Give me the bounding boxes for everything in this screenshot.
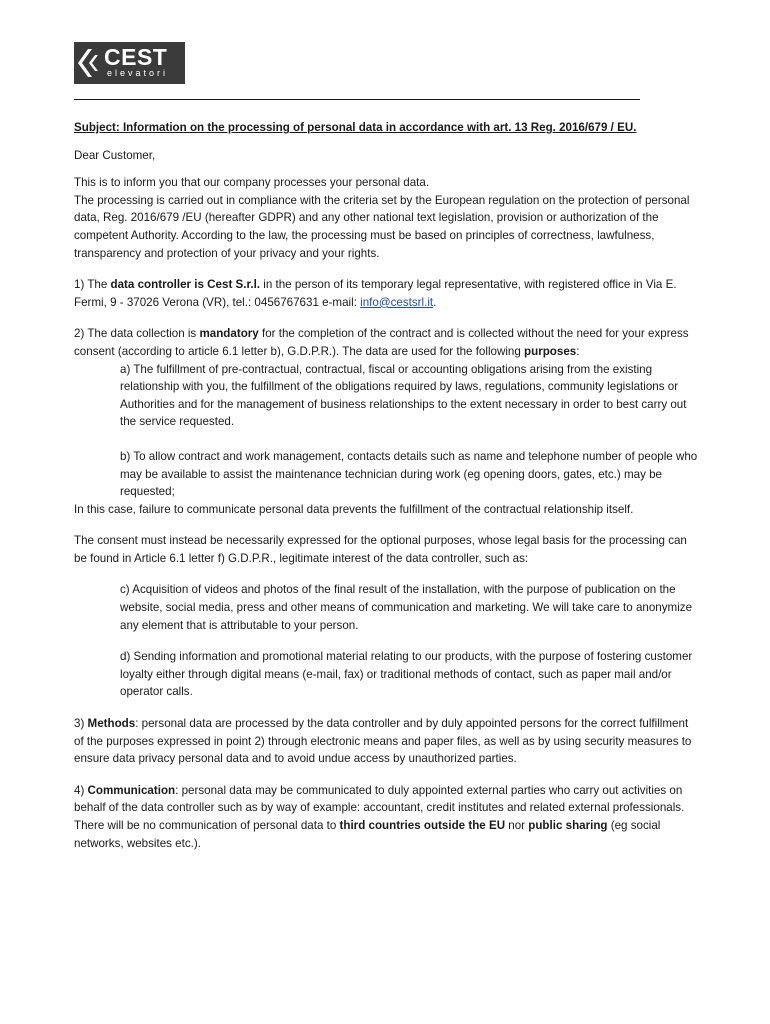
email-link[interactable]: info@cestsrl.it — [360, 295, 434, 309]
section-2-mandatory: 2) The data collection is mandatory for the completion of the contract and is collected without the need for your express consent (according to article 6.1 letter b), G.D.P.R.). The data are used for the following purposes: — [74, 327, 689, 358]
subject-line: Subject: Information on the processing of personal data in accordance with art. 13 Reg. 2016/679 / EU. — [74, 121, 637, 134]
logo-subtitle: elevatori — [107, 68, 169, 78]
purpose-c: c) Acquisition of videos and photos of the final result of the installation, with the purpose of publication on the website, social media, press and other means of communication and marketing. We will take care to anonymize any element that is attributable to your person. — [120, 583, 693, 632]
document-page — [74, 42, 698, 852]
logo-mark-icon — [74, 42, 104, 84]
intro-paragraph: This is to inform you that our company processes your personal data. The processing is carried out in compliance with the criteria set by the European regulation on the protection of personal data, Reg. 2016/679 /EU (hereafter GDPR) and any other national text legislation, provision or authorization of the competent Authority. According to the law, the processing must be based on principles of correctness, lawfulness, transparency and protection of your privacy and your rights. — [74, 176, 690, 260]
section-4-communication: 4) Communication: personal data may be communicated to duly appointed external parties who carry out activities on behalf of the data controller such as by way of example: accountant, credit institutes and related external professionals. There will be no communication of personal data to third countries outside the EU nor public sharing (eg social networks, websites etc.). — [74, 783, 685, 850]
header-divider — [74, 99, 640, 100]
failure-note: In this case, failure to communicate personal data prevents the fulfillment of the contractual relationship itself. — [74, 502, 634, 516]
company-logo — [74, 42, 185, 84]
greeting: Dear Customer, — [74, 148, 156, 162]
purpose-a: a) The fulfillment of pre-contractual, contractual, fiscal or accounting obligations arising from the existing relationship with you, the fulfillment of the obligations required by laws, regulations, community legislations or Authorities and for the management of business relationships to the extent necessary in order to best carry out the service requested. — [120, 362, 687, 429]
purpose-d: d) Sending information and promotional material relating to our products, with the purpose of fostering customer loyalty either through digital means (e-mail, fax) or traditional methods of contact, such as paper mail and/or operator calls. — [120, 650, 693, 699]
section-3-methods: 3) Methods: personal data are processed by the data controller and by duly appointed persons for the correct fulfillment of the purposes expressed in point 2) through electronic means and paper files, as well as by using security measures to ensure data privacy personal data and to avoid undue access by unauthorized parties. — [74, 717, 692, 766]
consent-paragraph: The consent must instead be necessarily expressed for the optional purposes, whose legal basis for the processing can be found in Article 6.1 letter f) G.D.P.R., legitimate interest of the data controller, such as: — [74, 534, 687, 565]
logo-word: CEST — [104, 44, 168, 70]
section-1-controller: 1) The data controller is Cest S.r.l. in the person of its temporary legal representative, with registered office in Via E. Fermi, 9 - 37026 Verona (VR), tel.: 0456767631 e-mail: info@cestsrl.it. — [74, 278, 677, 309]
purpose-b: b) To allow contract and work management, contacts details such as name and telephone number of people who may be available to assist the maintenance technician during work (eg opening doors, gates, etc.) may be requested; — [120, 449, 698, 499]
controller-name: data controller is Cest S.r.l. — [110, 278, 261, 292]
